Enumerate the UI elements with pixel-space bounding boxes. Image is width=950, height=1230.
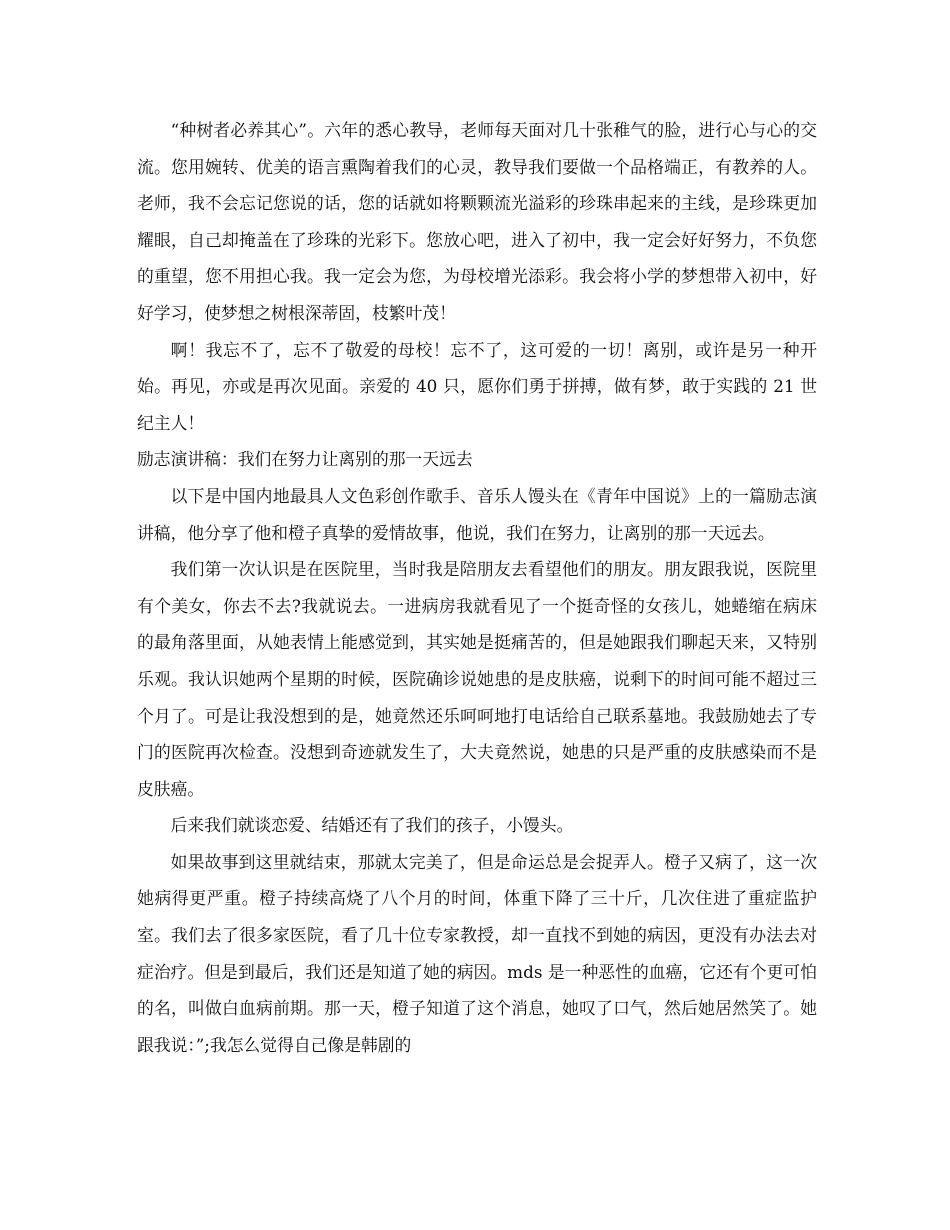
paragraph-illness: 如果故事到这里就结束，那就太完美了，但是命运总是会捉弄人。橙子又病了，这一次她病得更严重。橙子持续高烧了八个月的时间，体重下降了三十斤，几次住进了重症监护室。我们去了很多家医院，看了几十位专家教授，却一直找不到她的病因，更没有办法去对症治疗。但是到最后，我们还是知道了她的病因。mds 是一种恶性的血癌，它还有个更可怕的名，叫做白血病前期。那一天，橙子知道了这个消息，她叹了口气，然后她居然笑了。她跟我说：”;我怎么觉得自己像是韩剧的 [137, 851, 817, 1055]
paragraph-intro: 以下是中国内地最具人文色彩创作歌手、音乐人馒头在《青年中国说》上的一篇励志演讲稿，他分享了他和橙子真挚的爱情故事，他说，我们在努力，让离别的那一天远去。 [137, 485, 817, 543]
paragraph-farewell: 啊！我忘不了，忘不了敬爱的母校！忘不了，这可爱的一切！离别，或许是另一种开始。再见，亦或是再次见面。亲爱的 40 只，愿你们勇于拼搏，做有梦，敢于实践的 21 世纪主人！ [137, 339, 817, 433]
paragraph-teacher: “种树者必养其心”。六年的悉心教导，老师每天面对几十张稚气的脸，进行心与心的交流。您用婉转、优美的语言熏陶着我们的心灵，教导我们要做一个品格端正，有教养的人。老师，我不会忘记您说的话，您的话就如将颗颗流光溢彩的珍珠串起来的主线，是珍珠更加耀眼，自己却掩盖在了珍珠的光彩下。您放心吧，进入了初中，我一定会好好努力，不负您的重望，您不用担心我。我一定会为您，为母校增光添彩。我会将小学的梦想带入初中，好好学习，使梦想之树根深蒂固，枝繁叶茂！ [137, 120, 817, 323]
document-page [137, 112, 817, 1063]
paragraph-marriage: 后来我们就谈恋爱、结婚还有了我们的孩子，小馒头。 [170, 815, 574, 836]
section-heading: 励志演讲稿：我们在努力让离别的那一天远去 [137, 449, 473, 470]
paragraph-first-meeting: 我们第一次认识是在医院里，当时我是陪朋友去看望他们的朋友。朋友跟我说，医院里有个美女，你去不去?我就说去。一进病房我就看见了一个挺奇怪的女孩儿，她蜷缩在病床的最角落里面，从她表情上能感觉到，其实她是挺痛苦的，但是她跟我们聊起天来，又特别乐观。我认识她两个星期的时候，医院确诊说她患的是皮肤癌，说剩下的时间可能不超过三个月了。可是让我没想到的是，她竟然还乐呵呵地打电话给自己联系墓地。我鼓励她去了专门的医院再次检查。没想到奇迹就发生了，大夫竟然说，她患的只是严重的皮肤感染而不是皮肤癌。 [137, 559, 817, 799]
